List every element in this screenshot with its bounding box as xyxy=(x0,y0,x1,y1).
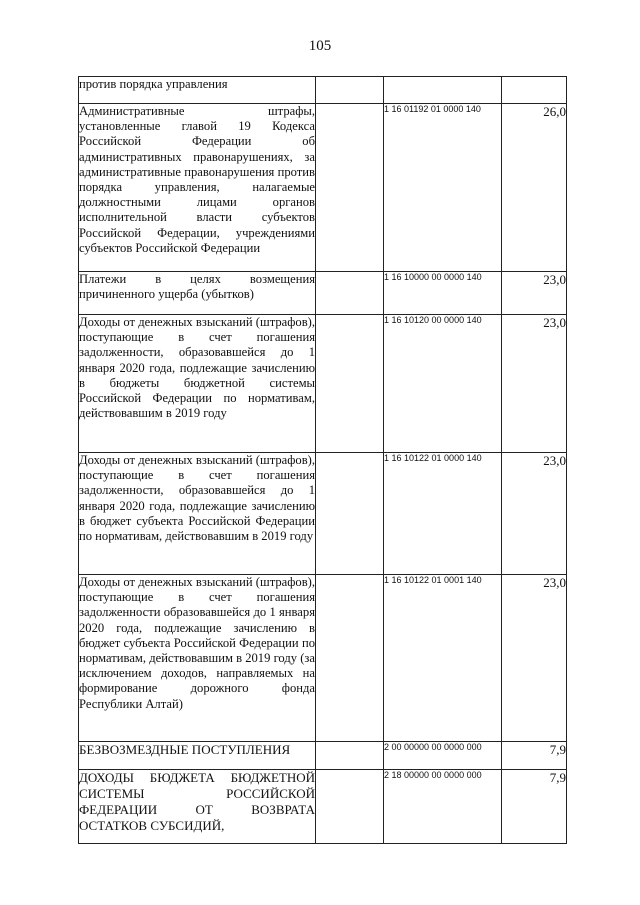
row-amount: 7,9 xyxy=(502,770,567,844)
row-code: 2 18 00000 00 0000 000 xyxy=(384,770,502,844)
table-row xyxy=(79,315,567,453)
row-amount xyxy=(502,77,567,104)
row-amount: 23,0 xyxy=(502,453,567,575)
row-amount: 7,9 xyxy=(502,742,567,770)
row-amount: 23,0 xyxy=(502,272,567,315)
table-row xyxy=(79,770,567,844)
row-code: 1 16 10122 01 0000 140 xyxy=(384,453,502,575)
row-description: Административные штрафы, установленные главой 19 Кодекса Российской Федерации об административных правонарушениях, за административные правонарушения против порядка управления, налагаемые должностными лицами органов исполнительной власти субъектов Российской Федерации, учреждениями субъектов Российской Федерации xyxy=(79,104,316,272)
table-row xyxy=(79,272,567,315)
empty-column-cell xyxy=(316,315,384,453)
table-row xyxy=(79,104,567,272)
row-description: Платежи в целях возмещения причиненного ущерба (убытков) xyxy=(79,272,316,315)
row-amount: 26,0 xyxy=(502,104,567,272)
empty-column-cell xyxy=(316,272,384,315)
table-row xyxy=(79,575,567,742)
row-amount: 23,0 xyxy=(502,575,567,742)
revenue-table xyxy=(78,76,567,844)
row-description: Доходы от денежных взысканий (штрафов), поступающие в счет погашения задолженности образовавшейся до 1 января 2020 года, подлежащие зачислению в бюджет субъекта Российской Федерации по нормативам, действовавшим в 2019 году (за исключением доходов, направляемых на формирование дорожного фонда Республики Алтай) xyxy=(79,575,316,742)
row-code: 1 16 10000 00 0000 140 xyxy=(384,272,502,315)
row-code xyxy=(384,77,502,104)
empty-column-cell xyxy=(316,770,384,844)
page-number: 105 xyxy=(308,38,332,54)
empty-column-cell xyxy=(316,77,384,104)
row-description: БЕЗВОЗМЕЗДНЫЕ ПОСТУПЛЕНИЯ xyxy=(79,742,316,770)
row-code: 1 16 10122 01 0001 140 xyxy=(384,575,502,742)
row-amount: 23,0 xyxy=(502,315,567,453)
table-row xyxy=(79,742,567,770)
row-code: 1 16 01192 01 0000 140 xyxy=(384,104,502,272)
table-row xyxy=(79,77,567,104)
empty-column-cell xyxy=(316,742,384,770)
empty-column-cell xyxy=(316,453,384,575)
table-row xyxy=(79,453,567,575)
row-description: Доходы от денежных взысканий (штрафов), поступающие в счет погашения задолженности, образовавшейся до 1 января 2020 года, подлежащие зачислению в бюджет субъекта Российской Федерации по нормативам, действовавшим в 2019 году xyxy=(79,453,316,575)
row-description: против порядка управления xyxy=(79,77,316,104)
row-description: ДОХОДЫ БЮДЖЕТА БЮДЖЕТНОЙ СИСТЕМЫ РОССИЙСКОЙ ФЕДЕРАЦИИ ОТ ВОЗВРАТА ОСТАТКОВ СУБСИДИЙ, xyxy=(79,770,316,844)
row-code: 1 16 10120 00 0000 140 xyxy=(384,315,502,453)
empty-column-cell xyxy=(316,104,384,272)
empty-column-cell xyxy=(316,575,384,742)
row-code: 2 00 00000 00 0000 000 xyxy=(384,742,502,770)
row-description: Доходы от денежных взысканий (штрафов), поступающие в счет погашения задолженности, образовавшейся до 1 января 2020 года, подлежащие зачислению в бюджеты бюджетной системы Российской Федерации по нормативам, действовавшим в 2019 году xyxy=(79,315,316,453)
